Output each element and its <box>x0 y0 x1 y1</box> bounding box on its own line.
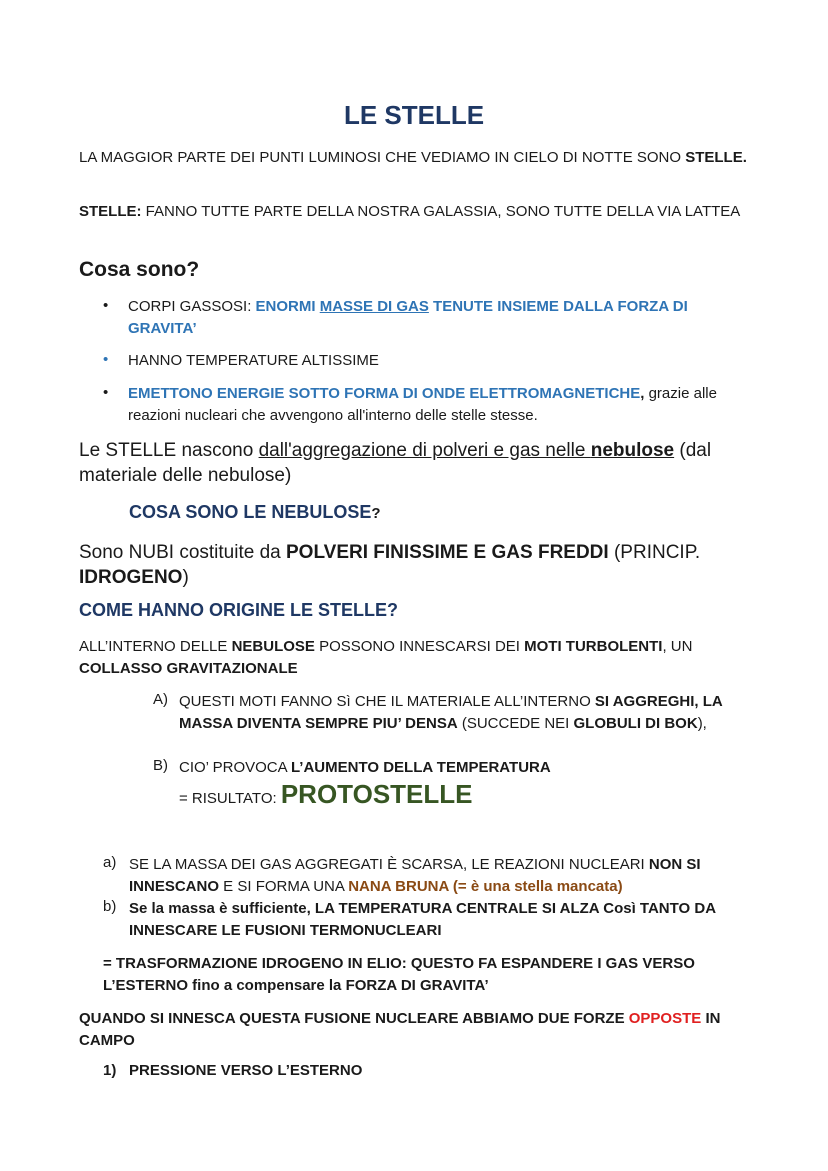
item-text2: E SI FORMA UNA <box>219 878 349 895</box>
bullet-blue-underlined: MASSE DI GAS <box>319 298 429 315</box>
forze-opposte: OPPOSTE <box>628 1010 702 1027</box>
bullet-comma: , <box>640 385 645 402</box>
interno-collasso: COLLASSO GRAVITAZIONALE <box>79 660 298 677</box>
interno-paragraph <box>79 636 759 680</box>
list-item-a <box>129 854 754 898</box>
item-text3: ), <box>697 715 707 732</box>
interno-text: ALL’INTERNO DELLE <box>79 638 232 655</box>
list-marker-1: 1) <box>103 1062 117 1079</box>
bullet-item-temperature: HANNO TEMPERATURE ALTISSIME <box>128 352 379 369</box>
heading-nebulose-text: COSA SONO LE NEBULOSE <box>129 502 372 522</box>
bullet-marker: • <box>103 384 109 401</box>
nubi-paragraph <box>79 540 759 590</box>
nascita-end: (dal materiale delle nebulose) <box>79 440 712 486</box>
nubi-text2: (PRINCIP. <box>608 542 701 563</box>
bullet-text: grazie alle reazioni nucleari che avvengono all'interno delle stelle stesse. <box>128 385 717 424</box>
trasformazione-paragraph: = TRASFORMAZIONE IDROGENO IN ELIO: QUESTO FA ESPANDERE I GAS VERSO L’ESTERNO fino a compensare la FORZA DI GRAVITA’ <box>103 955 695 994</box>
nubi-text: Sono NUBI costituite da <box>79 542 286 563</box>
heading-cosa-sono: Cosa sono? <box>79 258 200 281</box>
nubi-close: ) <box>182 567 189 588</box>
list-item-B <box>179 757 759 779</box>
stelle-text: FANNO TUTTE PARTE DELLA NOSTRA GALASSIA, SONO TUTTE DELLA VIA LATTEA <box>141 203 741 220</box>
list-marker-A: A) <box>153 691 168 708</box>
bullet-marker: • <box>103 297 109 314</box>
bullet-plain: CORPI GASSOSI: <box>128 298 256 315</box>
item-text2: (SUCCEDE NEI <box>457 715 574 732</box>
list-item-pressione: PRESSIONE VERSO L’ESTERNO <box>129 1062 363 1079</box>
intro-paragraph <box>79 147 759 169</box>
bullet-item-energie <box>128 383 758 427</box>
bullet-marker: • <box>103 351 109 368</box>
list-item-A <box>179 691 759 735</box>
item-bold: L’AUMENTO DELLA TEMPERATURA <box>290 759 551 776</box>
item-text: QUESTI MOTI FANNO Sì CHE IL MATERIALE ALL’INTERNO <box>179 693 595 710</box>
bullet-blue: ENORMI <box>255 298 320 315</box>
page-title: LE STELLE <box>343 100 485 130</box>
nascita-paragraph <box>79 438 759 488</box>
nascita-underlined: dall'aggregazione di polveri e gas nelle <box>258 440 591 461</box>
item-bold: SI AGGREGHI, LA MASSA DIVENTA SEMPRE PIU’ DENSA <box>179 693 723 732</box>
item-nana-bruna: NANA BRUNA (= è una stella mancata) <box>348 878 623 895</box>
intro-text: LA MAGGIOR PARTE DEI PUNTI LUMINOSI CHE VEDIAMO IN CIELO DI NOTTE SONO <box>79 149 686 166</box>
bullet-item-corpi-gassosi <box>128 296 758 340</box>
interno-text3: , UN <box>662 638 693 655</box>
bullet-blue: EMETTONO ENERGIE SOTTO FORMA DI ONDE ELETTROMAGNETICHE <box>128 385 641 402</box>
intro-bold: STELLE. <box>685 149 747 166</box>
heading-origine: COME HANNO ORIGINE LE STELLE? <box>79 600 399 620</box>
forze-paragraph <box>79 1008 759 1052</box>
risultato-label: = RISULTATO: <box>179 790 281 807</box>
stelle-label: STELLE: <box>79 203 142 220</box>
item-bold2: GLOBULI DI BOK <box>573 715 698 732</box>
heading-nebulose-q: ? <box>371 505 381 522</box>
item-bold: NON SI INNESCANO <box>129 856 701 895</box>
list-marker-b: b) <box>103 898 117 915</box>
nubi-idrogeno: IDROGENO <box>79 567 183 588</box>
list-marker-B: B) <box>153 757 168 774</box>
risultato-value: PROTOSTELLE <box>280 779 473 809</box>
item-text: CIO’ PROVOCA <box>179 759 291 776</box>
heading-nebulose <box>129 502 381 523</box>
interno-moti: MOTI TURBOLENTI <box>524 638 663 655</box>
forze-text: QUANDO SI INNESCA QUESTA FUSIONE NUCLEARE ABBIAMO DUE FORZE <box>79 1010 629 1027</box>
stelle-definition <box>79 201 759 223</box>
interno-nebulose: NEBULOSE <box>231 638 315 655</box>
list-marker-a: a) <box>103 854 117 871</box>
risultato-line <box>179 779 473 810</box>
forze-end: IN CAMPO <box>79 1010 721 1049</box>
nubi-bold: POLVERI FINISSIME E GAS FREDDI <box>286 542 609 563</box>
interno-text2: POSSONO INNESCARSI DEI <box>314 638 525 655</box>
list-item-b: Se la massa è sufficiente, LA TEMPERATURA CENTRALE SI ALZA Così TANTO DA INNESCARE LE FUSIONI TERMONUCLEARI <box>129 900 716 939</box>
item-text: SE LA MASSA DEI GAS AGGREGATI È SCARSA, LE REAZIONI NUCLEARI <box>129 856 649 873</box>
bullet-blue-end: TENUTE INSIEME DALLA FORZA DI GRAVITA’ <box>128 298 688 337</box>
nascita-text: Le STELLE nascono <box>79 440 259 461</box>
nascita-nebulose: nebulose <box>590 440 675 461</box>
